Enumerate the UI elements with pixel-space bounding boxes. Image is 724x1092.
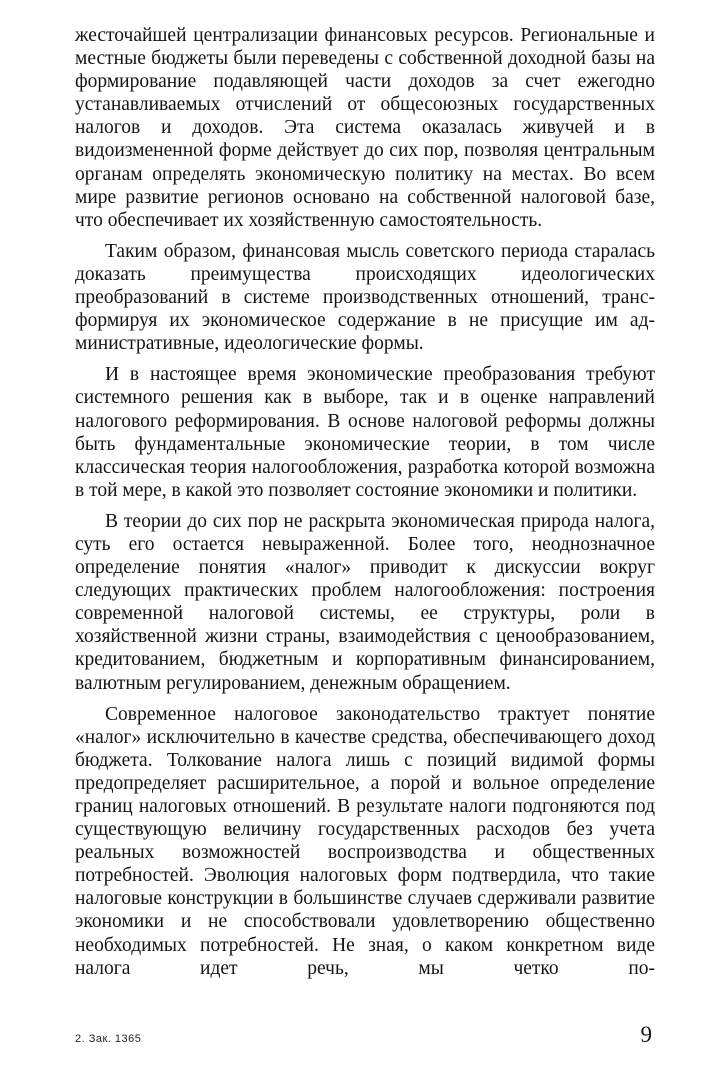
paragraph-nature-of-tax: В теории до сих пор не раскрыта экономическая природа налога, суть его остается невыраженной. Более того, неоднозначное определение понятия «налог» приводит к дискуссии вокруг следующих практических проблем налогообложения: построения современной налоговой системы, ее структуры, роли в хозяйственной жизни страны, взаимодействия с ценообразованием, кредитованием, бюджетным и корпоративным финансированием, валютным регулированием, денежным обращением. — [75, 510, 655, 694]
printer-signature: 2. Зак. 1365 — [75, 1033, 142, 1045]
body-text — [75, 24, 655, 988]
page-number: 9 — [640, 1022, 652, 1047]
paragraph-tax-legislation: Современное налоговое законодательство трактует понятие «налог» исключительно в качестве средства, обеспечивающего доход бюджета. Толкование налога лишь с позиций видимой формы предопределяет расширительное, а порой и вольное определение границ налоговых отношений. В результате налоги подгоняются под существующую величину государственных расходов без учета реальных возможностей воспроизводства и общественных потребностей. Эволюция налоговых форм подтвердила, что такие налоговые конструкции в большинстве случаев сдерживали развитие экономики и не способствовали удовлетворению общественно необходимых потребностей. Не зная, о каком конкретном виде налога идет речь, мы четко по- — [75, 703, 655, 979]
paragraph-soviet-financial-thought: Таким образом, финансовая мысль советского периода старалась доказать преимущества происходящих идеологических преобразований в системе производственных отношений, трансформируя их экономическое содержание в не присущие им административные, идеологические формы. — [75, 240, 655, 355]
paragraph-continuation: жесточайшей централизации финансовых ресурсов. Региональные и местные бюджеты были переведены с собственной доходной базы на формирование подавляющей части доходов за счет ежегодно устанавливаемых отчислений от общесоюзных государственных налогов и доходов. Эта система оказалась живучей и в видоизмененной форме действует до сих пор, позволяя центральным органам определять экономическую политику на местах. Во всем мире развитие регионов основано на собственной налоговой базе, что обеспечивает их хозяйственную самостоятельность. — [75, 25, 655, 231]
paragraph-economic-transformations: И в настоящее время экономические преобразования требуют системного решения как в выборе, так и в оценке направлений налогового реформирования. В основе налоговой реформы должны быть фундаментальные экономические теории, в том числе классическая теория налогообложения, разработка которой возможна в той мере, в какой это позволяет состояние экономики и политики. — [75, 364, 655, 501]
